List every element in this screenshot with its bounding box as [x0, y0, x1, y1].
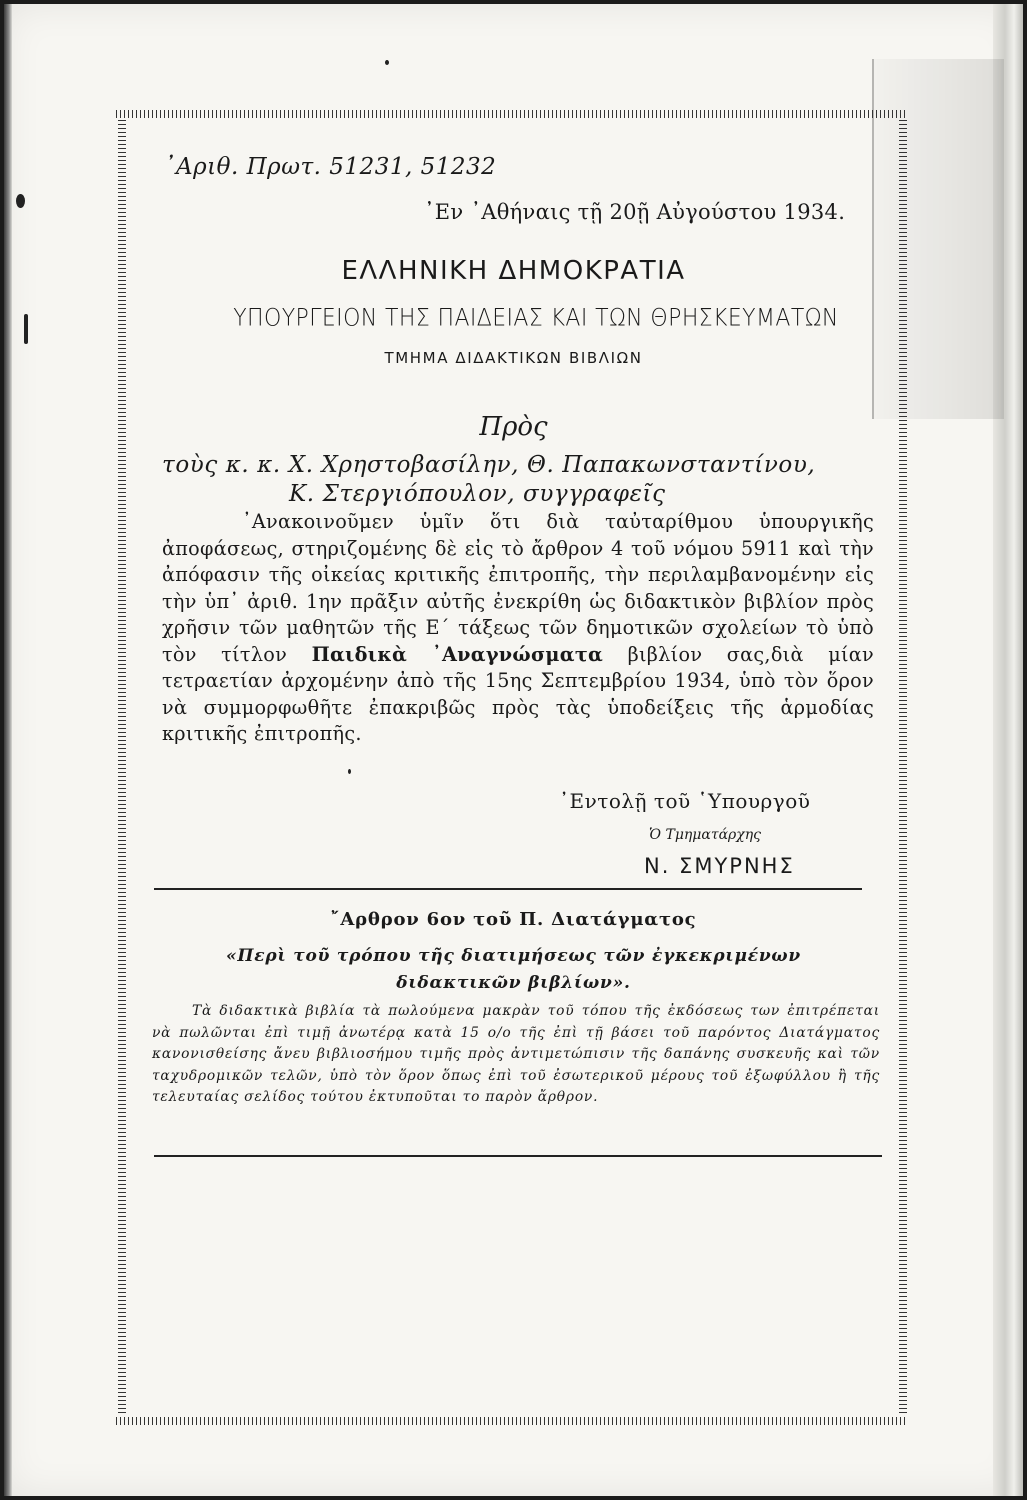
ministry-heading: ΥΠΟΥΡΓΕΙΟΝ ΤΗΣ ΠΑΙΔΕΙΑΣ ΚΑΙ ΤΩΝ ΘΡΗΣΚΕΥΜΑΤΩΝ — [233, 304, 839, 333]
ornamental-border-right — [899, 120, 907, 1416]
order-line: ᾽Εντολῇ τοῦ ῾Υπουργοῦ — [559, 789, 811, 813]
book-title: Παιδικὰ ᾽Αναγνώσματα — [311, 642, 604, 666]
article-title: ῎Αρθρον 6ον τοῦ Π. Διατάγματος — [330, 909, 697, 930]
document-page — [4, 4, 1023, 1496]
article-body: Τὰ διδακτικὰ βιβλία τὰ πωλούμενα μακρὰν τοῦ τόπου τῆς ἐκδόσεως των ἐπιτρέπεται νὰ πωλῶνται ἐπὶ τιμῇ ἀνωτέρᾳ κατὰ 15 ο/ο τῆς ἐπὶ τῇ βάσει τοῦ παρόντος Διατάγματος κανονισθείσης ἄνευ βιβλιοσήμου τιμῆς πρὸς ἀντιμετώπισιν τῆς δαπάνης συσκευῆς καὶ τῶν ταχυδρομικῶν τελῶν, ὑπὸ τὸν ὅρον ὅπως ἐπὶ τοῦ ἐσωτερικοῦ μέρους τοῦ ἐξωφύλλου ἢ τῆς τελευταίας σελίδος τούτου ἐκτυποῦται το παρὸν ἄρθρον. — [152, 1003, 880, 1105]
signer-name: Ν. ΣΜΥΡΝΗΣ — [644, 854, 795, 878]
recipients-line-2: Κ. Στεργιόπουλον, συγγραφεῖς — [289, 481, 666, 507]
date-line: ᾽Εν ᾽Αθήναις τῇ 20ῇ Αὐγούστου 1934. — [424, 200, 846, 224]
department-heading: ΤΜΗΜΑ ΔΙΔΑΚΤΙΚΩΝ ΒΙΒΛΙΩΝ — [384, 349, 643, 367]
signer-title: Ὁ Τμηματάρχης — [649, 827, 761, 843]
ornamental-border-left — [118, 120, 126, 1416]
binding-edge — [4, 4, 12, 1496]
ink-speck — [16, 194, 25, 208]
letter-body-part-2: βιβλίον σας,διὰ μίαν τετραετίαν ἀρχομένην ἀπὸ τῆς 15ης Σεπτεμβρίου 1934, ὑπὸ τὸν ὅρον νὰ συμμορφωθῆτε ἐπακριβῶς πρὸς τὰς ὑποδείξεις τῆς ἁρμοδίας κριτικῆς ἐπιτροπῆς. — [162, 642, 875, 745]
ornamental-border-bottom — [116, 1417, 908, 1425]
addressee-heading: Πρὸς — [479, 412, 548, 442]
article-subtitle-line-1: «Περὶ τοῦ τρόπου τῆς διατιμήσεως τῶν ἐγκεκριμένων — [225, 946, 802, 966]
protocol-number: ᾽Αριθ. Πρωτ. 51231, 51232 — [164, 154, 497, 180]
article-subtitle-line-2: διδακτικῶν βιβλίων». — [396, 973, 631, 993]
republic-heading: ΕΛΛΗΝΙΚΗ ΔΗΜΟΚΡΑΤΙΑ — [341, 256, 686, 286]
ink-speck — [348, 769, 351, 774]
ink-speck — [24, 314, 28, 344]
ornamental-border-top — [116, 110, 908, 118]
letter-body — [162, 509, 874, 748]
separator-line — [154, 888, 862, 890]
recipients-line-1: τοὺς κ. κ. Χ. Χρηστοβασίλην, Θ. Παπακωνσταντίνου, — [162, 452, 816, 478]
separator-line-bottom — [154, 1155, 882, 1157]
letter-body-part-1: ᾽Ανακοινοῦμεν ὑμῖν ὅτι διὰ ταὐταρίθμου ὑπουργικῆς ἀποφάσεως, στηριζομένης δὲ εἰς τὸ ἄρθρον 4 τοῦ νόμου 5911 καὶ τὴν ἀπόφασιν τῆς οἰκείας κριτικῆς ἐπιτροπῆς, τὴν περιλαμβανομένην εἰς τὴν ὑπ᾽ ἀριθ. 1ην πρᾶξιν αὐτῆς ἐνεκρίθη ὡς διδακτικὸν βιβλίον πρὸς χρῆσιν τῶν μαθητῶν τῆς Ε´ τάξεως τῶν δημοτικῶν σχολείων τὸ ὑπὸ τὸν τίτλον — [162, 510, 874, 666]
ink-speck — [385, 60, 389, 65]
